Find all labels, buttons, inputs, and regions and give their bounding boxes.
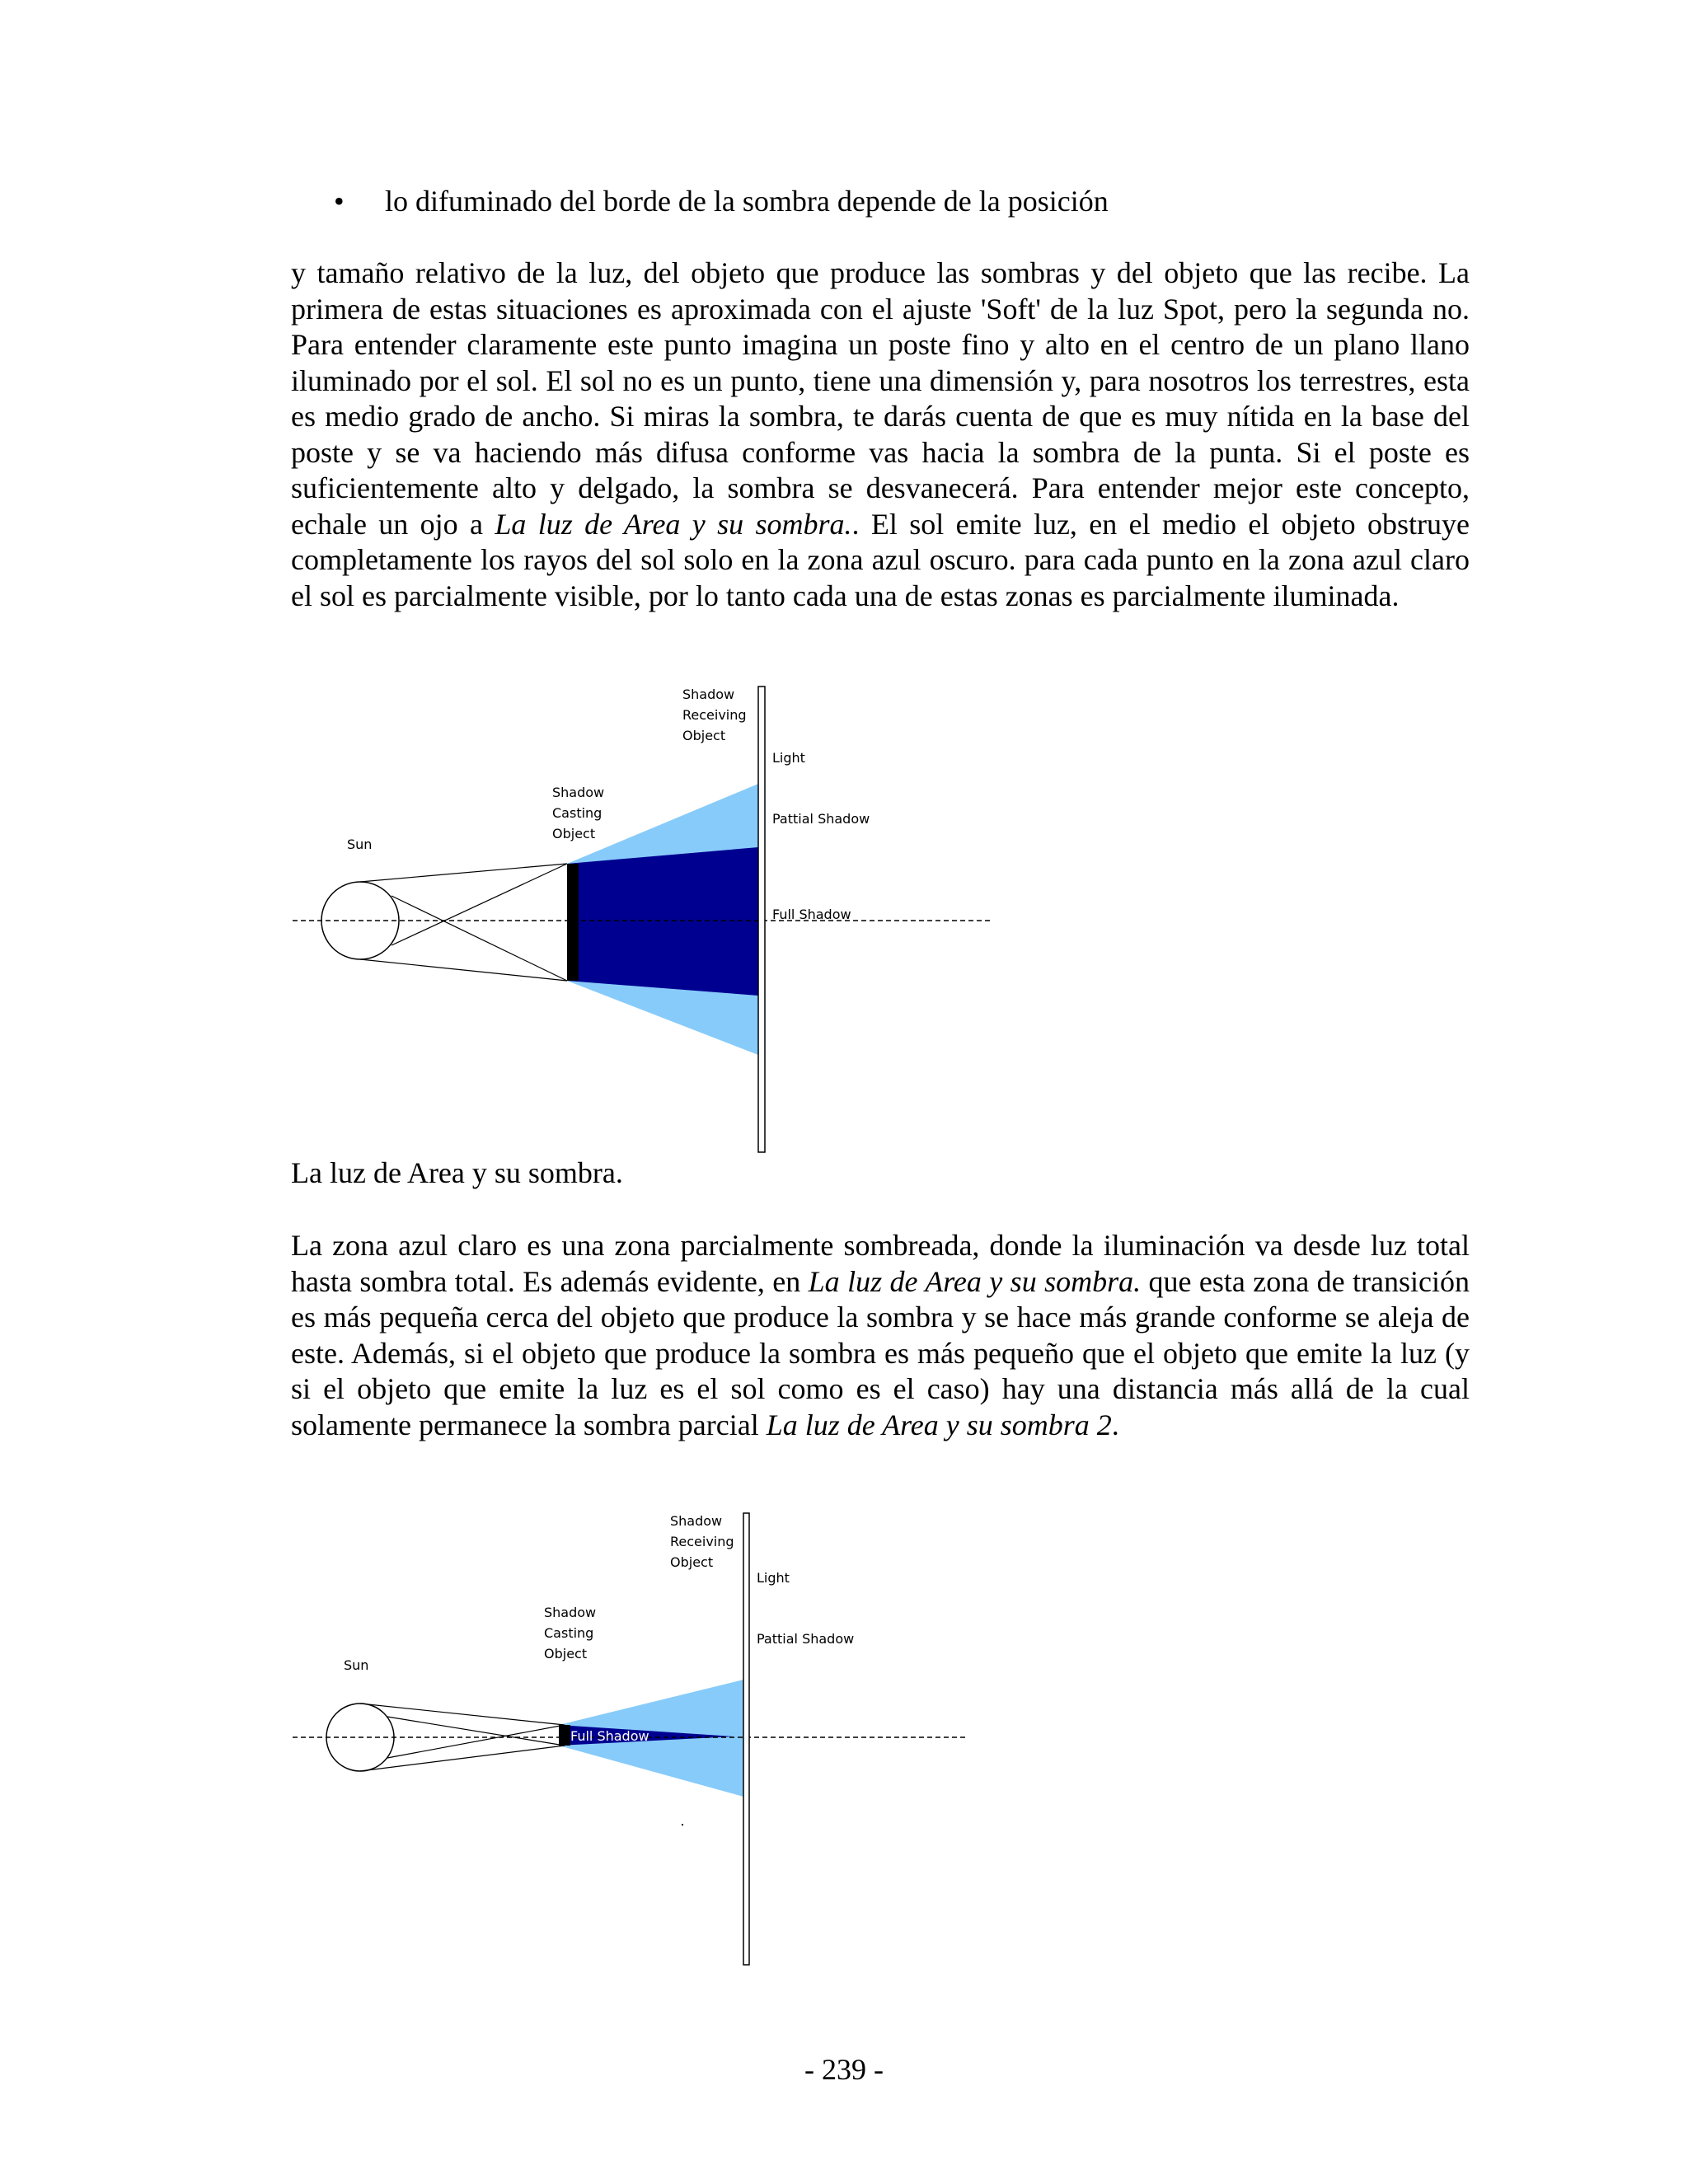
caster-label-line2: Casting [544, 1625, 594, 1641]
receiver-label-line1: Shadow [682, 687, 735, 702]
bullet-text: lo difuminado del borde de la sombra depende de la posición [385, 185, 1109, 218]
sun-label: Sun [344, 1657, 369, 1673]
shadow-receiving-object [758, 687, 765, 1152]
shadow-receiving-object [743, 1513, 749, 1965]
partial-shadow-label: Pattial Shadow [757, 1631, 855, 1647]
figure-caption: La luz de Area y su sombra. [291, 1156, 623, 1189]
receiver-label-line1: Shadow [670, 1513, 723, 1529]
bullet-symbol: • [334, 185, 345, 218]
body-paragraph [291, 255, 1470, 614]
full-shadow-label: Full Shadow [570, 1728, 649, 1744]
receiver-label-line2: Receiving [682, 707, 747, 723]
figure-reference-link[interactable]: La luz de Area y su sombra. [495, 507, 852, 541]
caster-label-line3: Object [544, 1646, 588, 1661]
ray-line [392, 896, 567, 981]
light-label: Light [757, 1570, 790, 1586]
full-shadow-region [567, 847, 758, 996]
paragraph-text: La zona azul claro es una zona parcialmente sombreada, donde la iluminación va desde luz total hasta sombra total. Es además evidente, en [291, 1229, 1470, 1298]
receiver-label-line3: Object [670, 1554, 714, 1570]
receiver-label-line3: Object [682, 728, 726, 743]
figure-reference-link[interactable]: La luz de Area y su sombra 2 [766, 1408, 1112, 1441]
ray-line [360, 864, 567, 882]
figure-area-light-shadow-2 [288, 1507, 997, 1968]
ray-line [360, 1746, 565, 1771]
caster-label-line1: Shadow [552, 785, 605, 800]
paragraph-text: . El sol emite luz, en el medio el objeto obstruye completamente los rayos del sol solo en la zona azul oscuro. para cada punto en la zona azul claro el sol es parcialmente visible, por lo tanto cada una de estas zonas es parcialmente iluminada. [291, 507, 1470, 612]
receiver-label-line2: Receiving [670, 1534, 734, 1549]
sun-label: Sun [347, 837, 373, 852]
shadow-casting-object [567, 864, 579, 981]
shadow-casting-object [559, 1725, 570, 1746]
partial-shadow-label: Pattial Shadow [772, 811, 870, 827]
caster-label-line2: Casting [552, 805, 603, 821]
full-shadow-label: Full Shadow [772, 907, 851, 922]
figure-area-light-shadow [288, 680, 997, 1158]
figure-reference-link[interactable]: La luz de Area y su sombra. [808, 1264, 1142, 1298]
paragraph-text: que esta zona de transición es más pequeña cerca del objeto que produce la sombra y se hace más grande conforme se aleja de este. Además, si el objeto que produce la sombra es más pequeño que el objeto que emite la luz (y si el objeto que emite la luz es el sol como es el caso) hay una distancia más allá de la cual solamente permanece la sombra parcial [291, 1264, 1470, 1441]
ray-line [392, 864, 567, 945]
page-number: - 239 - [804, 2053, 884, 2086]
stray-mark [682, 1824, 683, 1825]
ray-line [360, 959, 567, 981]
body-paragraph [291, 1228, 1470, 1443]
paragraph-text: . [1111, 1408, 1119, 1441]
caster-label-line3: Object [552, 826, 596, 841]
caster-label-line1: Shadow [544, 1605, 597, 1620]
light-label: Light [772, 750, 805, 766]
paragraph-text: y tamaño relativo de la luz, del objeto que produce las sombras y del objeto que las recibe. La primera de estas situaciones es aproximada con el ajuste 'Soft' de la luz Spot, pero la segunda no. Para entender claramente este punto imagina un poste fino y alto en el centro de un plano llano iluminado por el sol. El sol no es un punto, tiene una dimensión y, para nosotros los terrestres, esta es medio grado de ancho. Si miras la sombra, te darás cuenta de que es muy nítida en la base del poste y se va haciendo más difusa conforme vas hacia la sombra de la punta. Si el poste es suficientemente alto y delgado, la sombra se desvanecerá. Para entender mejor este concepto, echale un ojo a [291, 256, 1470, 541]
